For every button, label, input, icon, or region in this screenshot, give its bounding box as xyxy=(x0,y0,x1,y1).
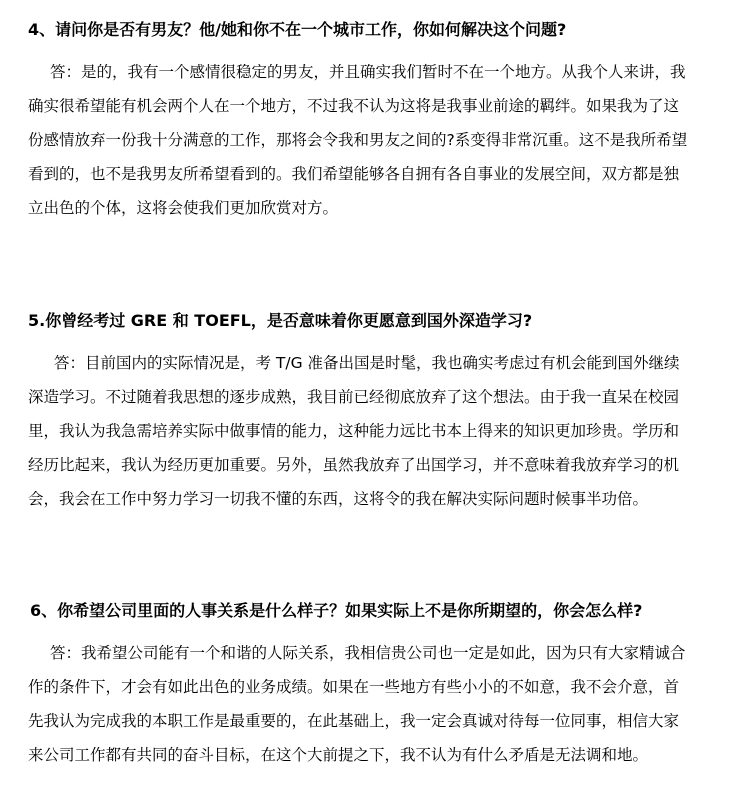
answer-4-line: 立出色的个体，这将会使我们更加欣赏对方。 xyxy=(28,199,339,217)
answer-5-line: 会，我会在工作中努力学习一切我不懂的东西，这将令的我在解决实际问题时候事半功倍。 xyxy=(28,490,649,508)
answer-4-line: 确实很希望能有机会两个人在一个地方，不过我不认为这将是我事业前途的羁绊。如果我为了这 xyxy=(28,97,680,115)
answer-5-line: 里，我认为我急需培养实际中做事情的能力，这种能力远比书本上得来的知识更加珍贵。学历和 xyxy=(28,422,680,440)
question-6-heading: 6、你希望公司里面的人事关系是什么样子？如果实际上不是你所期望的，你会怎么样? xyxy=(30,601,643,620)
question-4-heading: 4、请问你是否有男友？他/她和你不在一个城市工作，你如何解决这个问题? xyxy=(28,20,567,39)
answer-4-line: 答：是的，我有一个感情很稳定的男友，并且确实我们暂时不在一个地方。从我个人来讲，我 xyxy=(50,63,686,81)
answer-4-line: 看到的，也不是我男友所希望看到的。我们希望能够各自拥有各自事业的发展空间，双方都是独 xyxy=(28,165,680,183)
answer-5-line: 深造学习。不过随着我思想的逐步成熟，我目前已经彻底放弃了这个想法。由于我一直呆在校园 xyxy=(28,388,680,406)
answer-4-line: 份感情放弃一份我十分满意的工作，那将会令我和男友之间的?系变得非常沉重。这不是我所希望 xyxy=(28,131,688,149)
question-5-heading: 5.你曾经考过 GRE 和 TOEFL，是否意味着你更愿意到国外深造学习? xyxy=(28,311,533,330)
answer-6-line: 答：我希望公司能有一个和谐的人际关系，我相信贵公司也一定是如此，因为只有大家精诚合 xyxy=(50,644,686,662)
answer-5-line: 答：目前国内的实际情况是，考 T/G 准备出国是时髦，我也确实考虑过有机会能到国外继续 xyxy=(54,354,680,372)
answer-5-line: 经历比起来，我认为经历更加重要。另外，虽然我放弃了出国学习，并不意味着我放弃学习的机 xyxy=(28,456,680,474)
answer-6-paragraph xyxy=(28,636,718,772)
answer-6-line: 来公司工作都有共同的奋斗目标，在这个大前提之下，我不认为有什么矛盾是无法调和地。 xyxy=(28,746,649,764)
answer-6-line: 先我认为完成我的本职工作是最重要的，在此基础上，我一定会真诚对待每一位同事，相信大家 xyxy=(28,712,680,730)
answer-5-paragraph xyxy=(28,346,718,516)
answer-6-line: 作的条件下，才会有如此出色的业务成绩。如果在一些地方有些小小的不如意，我不会介意，首 xyxy=(28,678,680,696)
answer-4-paragraph xyxy=(28,55,718,225)
